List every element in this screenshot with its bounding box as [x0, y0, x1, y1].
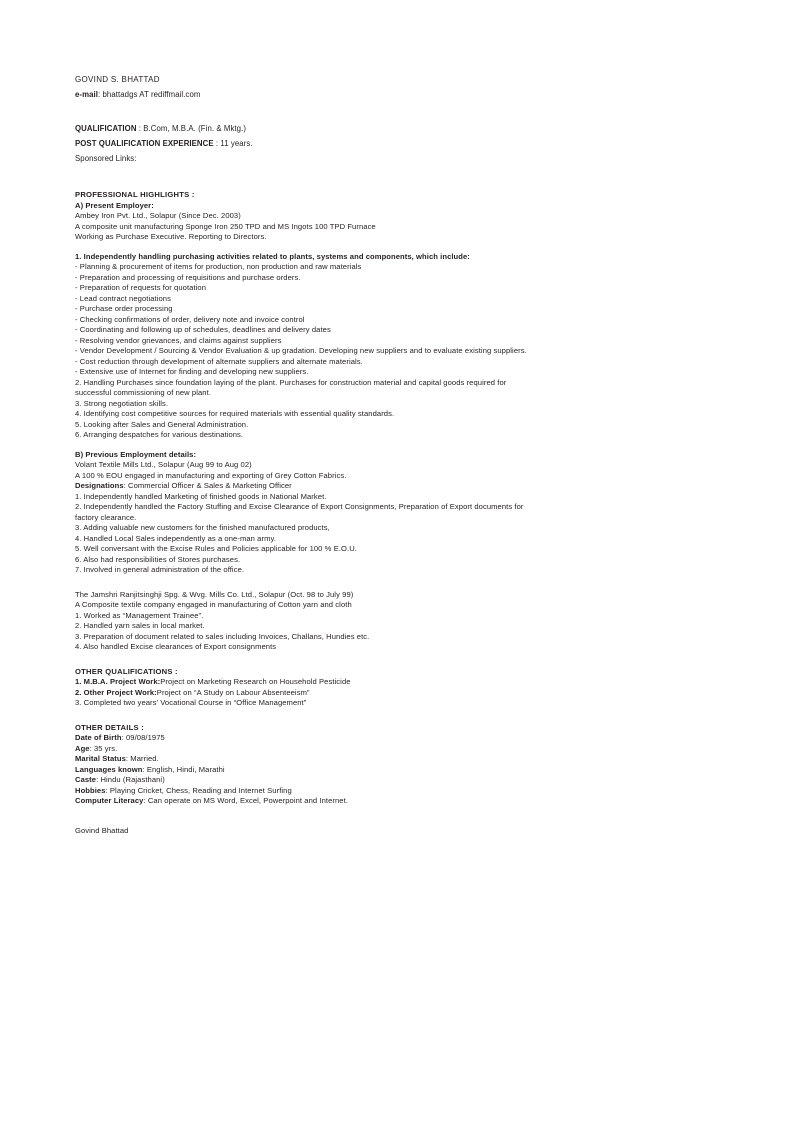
spacer [75, 576, 527, 590]
highlight-numbered-list [75, 378, 527, 441]
list-item: - Resolving vendor grievances, and claims against suppliers [75, 335, 282, 345]
other-qualification-item-1 [75, 677, 527, 688]
list-item: 2. Independently handled the Factory Stuffing and Excise Clearance of Export Consignments, Preparation of Export documents for factory clearance. [75, 502, 524, 522]
detail-value: : 35 yrs. [89, 743, 118, 753]
previous-company-2-name: The Jamshri Ranjitsinghji Spg. & Wvg. Mills Co. Ltd., Solapur (Oct. 98 to July 99) [75, 589, 354, 599]
list-item: - Planning & procurement of items for production, non production and raw materials [75, 262, 362, 271]
list-item: 7. Involved in general administration of the office. [75, 565, 245, 574]
present-employer-heading: A) Present Employer: [75, 200, 154, 210]
detail-label: Age [75, 743, 90, 753]
detail-value: : Playing Cricket, Chess, Reading and Internet Surfing [105, 785, 292, 795]
list-item: 3. Adding valuable new customers for the finished manufactured products, [75, 523, 330, 532]
detail-value: : English, Hindi, Marathi [142, 764, 225, 774]
list-item: 1. Worked as “Management Trainee”. [75, 610, 204, 620]
list-item: - Extensive use of Internet for finding and developing new suppliers. [75, 367, 309, 376]
sponsored-links-label: Sponsored Links: [75, 154, 137, 163]
other-qualification-item-3: 3. Completed two years’ Vocational Course in “Office Management” [75, 698, 307, 707]
list-item: - Coordinating and following up of schedules, deadlines and delivery dates [75, 325, 331, 334]
list-item: 4. Handled Local Sales independently as a one-man army. [75, 533, 276, 543]
spacer [75, 441, 527, 450]
previous-company-1-points [75, 492, 527, 576]
list-item: 1. Independently handled Marketing of finished goods in National Market. [75, 491, 327, 501]
other-details-list [75, 733, 527, 807]
candidate-name: GOVIND S. BHATTAD [75, 75, 160, 84]
spacer [75, 653, 527, 667]
list-item: - Lead contract negotiations [75, 293, 171, 303]
experience-label: POST QUALIFICATION EXPERIENCE [75, 139, 214, 148]
spacer [75, 709, 527, 723]
signature-name: Govind Bhattad [75, 825, 129, 835]
present-employer-description: A composite unit manufacturing Sponge Iron 250 TPD and MS Ingots 100 TPD Furnace [75, 221, 376, 231]
other-project-label: 2. Other Project Work: [75, 687, 157, 697]
detail-label: Caste [75, 775, 97, 784]
list-item: 5. Looking after Sales and General Administration. [75, 419, 249, 429]
list-item: - Vendor Development / Sourcing & Vendor Evaluation & up gradation. Developing new suppliers and to evaluate existing suppliers. [75, 346, 527, 355]
list-item: 2. Handling Purchases since foundation laying of the plant. Purchases for construction material and capital goods required for successful commissioning of new plant. [75, 377, 507, 397]
qualification-line [75, 121, 527, 136]
detail-label: Languages known [75, 764, 143, 774]
professional-highlights-title: PROFESSIONAL HIGHLIGHTS : [75, 190, 195, 199]
qualification-value: : B.Com, M.B.A. (Fin. & Mktg.) [136, 124, 247, 133]
other-qualifications-title: OTHER QUALIFICATIONS : [75, 666, 178, 676]
email-label: e-mail [75, 90, 99, 99]
other-details-title: OTHER DETAILS : [75, 722, 144, 732]
detail-value: : Can operate on MS Word, Excel, Powerpoint and Internet. [143, 796, 348, 805]
resume-body [75, 72, 527, 836]
email-line [75, 87, 527, 102]
detail-row-marital-status [75, 754, 527, 765]
mba-project-value: Project on Marketing Research on Household Pesticide [160, 677, 351, 686]
previous-company-1-designations [75, 481, 527, 492]
list-item: 4. Also handled Excise clearances of Export consignments [75, 642, 277, 651]
spacer [75, 166, 527, 190]
experience-line [75, 136, 527, 151]
detail-row-hobbies [75, 786, 527, 797]
list-item: - Checking confirmations of order, delivery note and invoice control [75, 314, 305, 324]
highlight-bullet-list [75, 262, 527, 378]
list-item: 2. Handled yarn sales in local market. [75, 621, 205, 630]
list-item: - Cost reduction through development of alternate suppliers and alternate materials. [75, 356, 363, 366]
detail-row-computer-literacy [75, 796, 527, 807]
list-item: 4. Identifying cost competitive sources for required materials with essential quality standards. [75, 409, 395, 418]
detail-label: Marital Status [75, 754, 126, 763]
designations-label: Designations [75, 481, 124, 490]
other-project-value: Project on “A Study on Labour Absenteeism” [156, 687, 310, 697]
detail-row-age [75, 744, 527, 755]
list-item: 6. Arranging despatches for various destinations. [75, 430, 244, 439]
detail-row-date-of-birth [75, 733, 527, 744]
qualification-label: QUALIFICATION [75, 124, 137, 133]
list-item: - Preparation of requests for quotation [75, 283, 207, 292]
detail-row-caste [75, 775, 527, 786]
detail-value: : Married. [125, 754, 159, 763]
list-item: - Purchase order processing [75, 304, 173, 313]
experience-value: : 11 years. [213, 139, 253, 148]
detail-label: Computer Literacy [75, 796, 144, 805]
other-qualification-item-2 [75, 688, 527, 699]
designations-value: : Commercial Officer & Sales & Marketing Officer [123, 481, 292, 490]
highlight-item-1: 1. Independently handling purchasing activities related to plants, systems and components, which include: [75, 251, 470, 261]
spacer [75, 102, 527, 121]
detail-label: Date of Birth [75, 733, 122, 742]
present-employer-name: Ambey Iron Pvt. Ltd., Solapur (Since Dec. 2003) [75, 211, 241, 220]
previous-employment-heading: B) Previous Employment details: [75, 449, 197, 459]
list-item: 5. Well conversant with the Excise Rules and Policies applicable for 100 % E.O.U. [75, 544, 357, 553]
detail-value: : Hindu (Rajasthani) [96, 775, 165, 784]
list-item: - Preparation and processing of requisitions and purchase orders. [75, 272, 301, 282]
detail-value: : 09/08/1975 [121, 733, 165, 742]
list-item: 6. Also had responsibilities of Stores purchases. [75, 554, 241, 564]
spacer [75, 243, 527, 252]
present-employer-role: Working as Purchase Executive. Reporting to Directors. [75, 232, 267, 241]
detail-row-languages-known [75, 765, 527, 776]
spacer [75, 807, 527, 826]
list-item: 3. Preparation of document related to sales including Invoices, Challans, Hundies etc. [75, 631, 370, 641]
previous-company-1-description: A 100 % EOU engaged in manufacturing and exporting of Grey Cotton Fabrics. [75, 470, 347, 480]
detail-label: Hobbies [75, 785, 106, 795]
list-item: 3. Strong negotiation skills. [75, 398, 169, 408]
previous-company-1-name: Volant Textile Mills Ltd., Solapur (Aug 99 to Aug 02) [75, 460, 252, 469]
previous-company-2-points [75, 611, 527, 653]
previous-company-2-description: A Composite textile company engaged in manufacturing of Cotton yarn and cloth [75, 600, 352, 609]
mba-project-label: 1. M.B.A. Project Work: [75, 677, 161, 686]
email-value: : bhattadgs AT rediffmail.com [98, 90, 201, 99]
